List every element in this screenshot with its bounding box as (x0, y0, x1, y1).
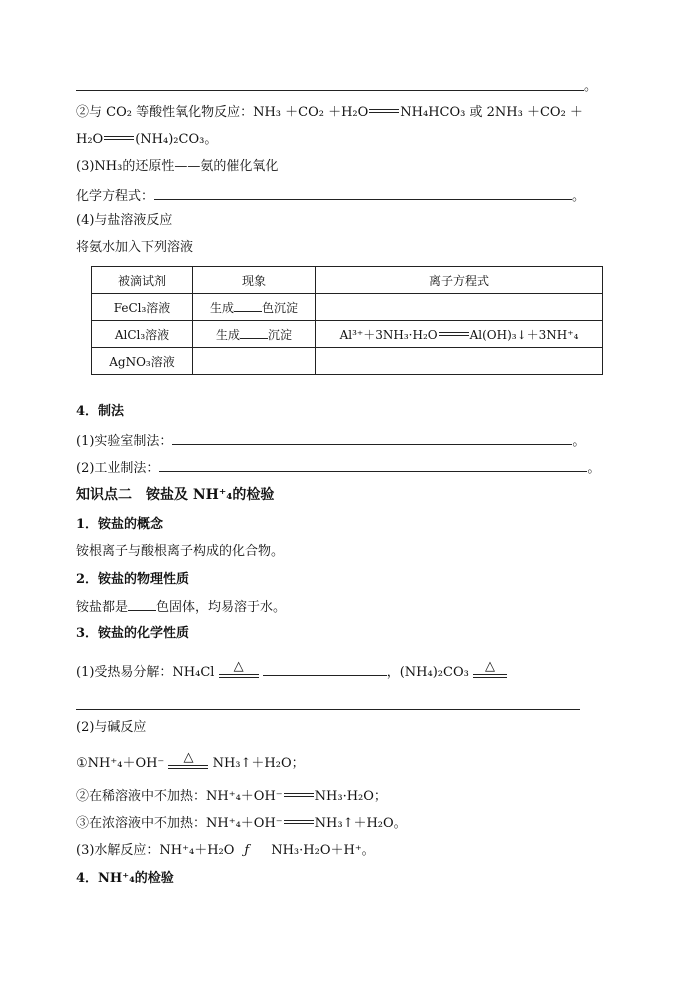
salt-solution-intro: 将氨水加入下列溶液 (76, 240, 194, 255)
base-reaction-3: ③在浓溶液中不加热：NH⁺₄＋OH⁻ NH₃↑＋H₂O。 (76, 816, 407, 831)
reagent-cell: AgNO₃溶液 (92, 348, 193, 375)
prep-heading: 4．制法 (76, 404, 125, 419)
equation-cell (316, 294, 603, 321)
answer-blank (154, 185, 572, 200)
table-row (92, 294, 603, 321)
base-heading: (2)与碱反应 (76, 720, 147, 735)
table-header: 现象 (193, 267, 316, 294)
heat-condition (473, 659, 507, 678)
answer-blank (263, 661, 387, 676)
decomposition-line: (1)受热易分解：NH₄Cl △ ，(NH₄)₂CO₃ △ (76, 661, 507, 682)
table-header-row (92, 267, 603, 294)
equals-sign (104, 136, 134, 140)
subsection-heading: 4．NH⁺₄的检验 (76, 871, 174, 886)
table-row (92, 348, 603, 375)
heat-condition (168, 750, 208, 769)
answer-blank (172, 430, 572, 445)
subsection-heading: 1．铵盐的概念 (76, 517, 164, 532)
paragraph: 铵根离子与酸根离子构成的化合物。 (76, 544, 285, 559)
heat-condition (219, 659, 259, 678)
salt-solution-heading: (4)与盐溶液反应 (76, 213, 173, 228)
answer-blank (128, 598, 156, 611)
answer-blank (159, 457, 587, 472)
phenomenon-cell (193, 348, 316, 375)
phenomenon-cell: 生成 色沉淀 (193, 294, 316, 321)
answer-blank-line (76, 90, 584, 91)
reagent-cell: AlCl₃溶液 (92, 321, 193, 348)
phenomenon-cell: 生成 沉淀 (193, 321, 316, 348)
hydrolysis-line: (3)水解反应：NH⁺₄＋H₂O ƒ NH₃·H₂O＋H⁺。 (76, 843, 375, 858)
equals-sign (369, 109, 399, 113)
sentence-end: 。 (584, 79, 598, 94)
reaction-table (91, 266, 603, 375)
delta-icon: △ (183, 750, 194, 765)
industrial-prep-line: (2)工业制法： 。 (76, 457, 600, 478)
answer-blank (234, 299, 262, 312)
equation-cell (316, 348, 603, 375)
table-row (92, 321, 603, 348)
lab-prep-line: (1)实验室制法： 。 (76, 430, 585, 451)
reagent-cell: FeCl₃溶液 (92, 294, 193, 321)
subsection-heading: 3．铵盐的化学性质 (76, 626, 190, 641)
reducing-heading: (3)NH₃的还原性——氨的催化氧化 (76, 159, 279, 174)
equals-sign (284, 820, 314, 824)
equals-sign (284, 793, 314, 797)
base-reaction-1: ①NH⁺₄＋OH⁻ △ NH₃↑＋H₂O； (76, 750, 305, 771)
delta-icon: △ (233, 659, 244, 674)
delta-icon: △ (484, 659, 495, 674)
table-header: 被滴试剂 (92, 267, 193, 294)
reducing-equation-line: 化学方程式： 。 (76, 185, 585, 206)
subsection-heading: 2．铵盐的物理性质 (76, 572, 190, 587)
base-reaction-2: ②在稀溶液中不加热：NH⁺₄＋OH⁻ NH₃·H₂O； (76, 789, 387, 804)
section-title: 知识点二 铵盐及 NH⁺₄的检验 (76, 487, 275, 503)
co2-reaction-line2: H₂O (NH₄)₂CO₃。 (76, 132, 218, 147)
paragraph: 铵盐都是 色固体，均易溶于水。 (76, 600, 287, 615)
equals-sign (439, 332, 469, 336)
table-header: 离子方程式 (316, 267, 603, 294)
equation-cell: Al³⁺＋3NH₃·H₂O Al(OH)₃↓＋3NH⁺₄ (316, 321, 603, 348)
reversible-icon: ƒ (244, 843, 250, 858)
co2-reaction-line1: ②与 CO₂ 等酸性氧化物反应：NH₃ ＋CO₂ ＋H₂O NH₄HCO₃ 或 2NH₃ ＋CO₂ ＋ (76, 105, 583, 120)
answer-blank (240, 326, 268, 339)
answer-blank-line (76, 709, 580, 710)
